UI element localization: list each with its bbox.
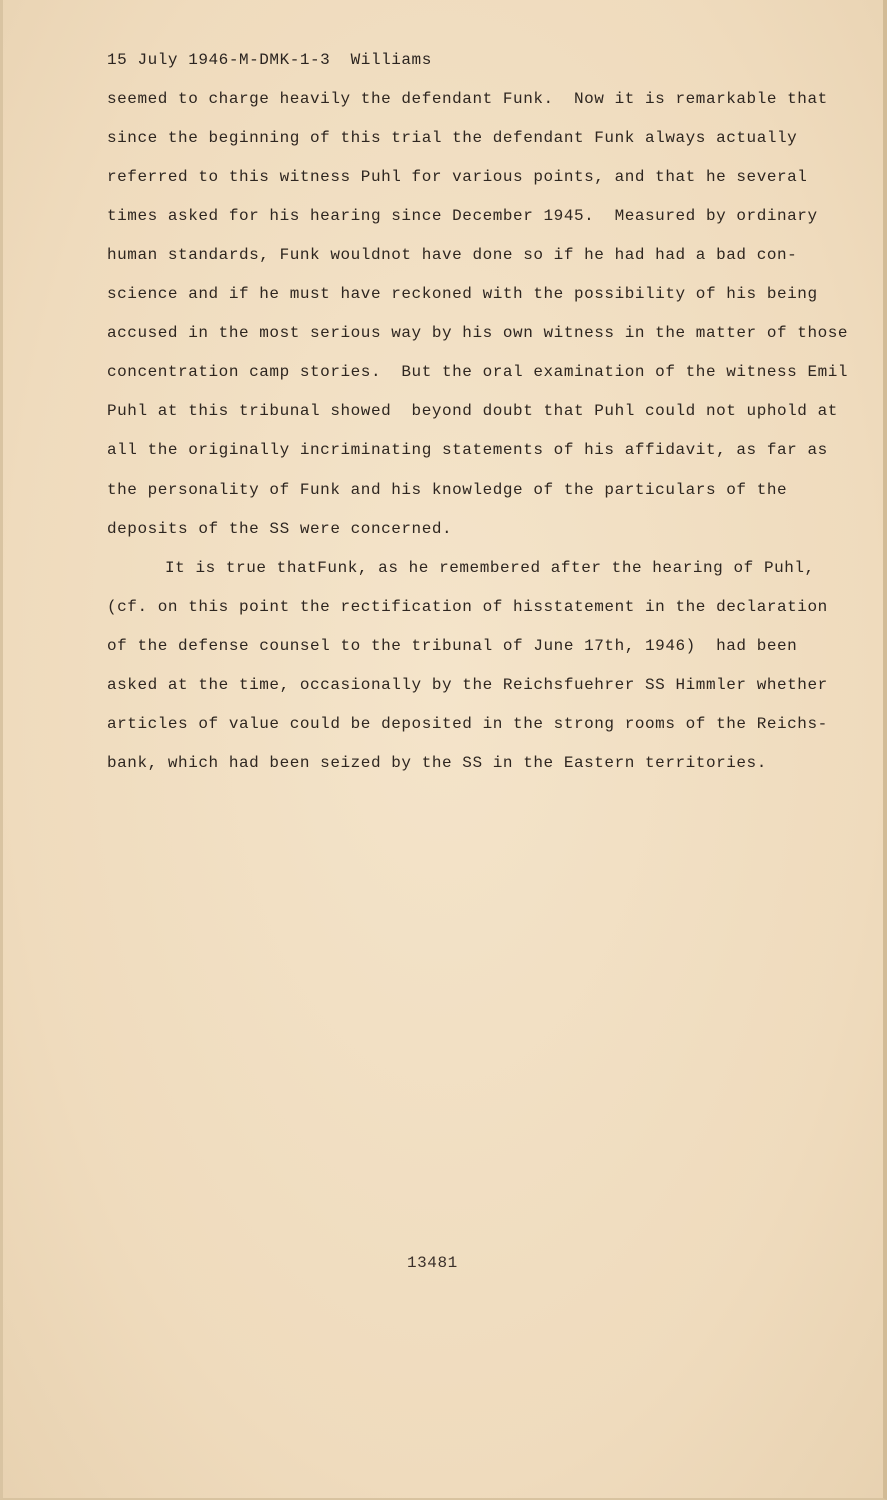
- text-line: deposits of the SS were concerned.: [107, 520, 453, 538]
- text-line: It is true thatFunk, as he remembered after the hearing of Puhl,: [165, 559, 815, 577]
- text-line: bank, which had been seized by the SS in the Eastern territories.: [107, 754, 767, 772]
- text-line: science and if he must have reckoned with the possibility of his being: [107, 285, 818, 303]
- text-line: (cf. on this point the rectification of hisstatement in the declaration: [107, 598, 828, 616]
- text-line: seemed to charge heavily the defendant Funk. Now it is remarkable that: [107, 90, 828, 108]
- text-line: concentration camp stories. But the oral examination of the witness Emil: [107, 363, 849, 381]
- text-line: times asked for his hearing since December 1945. Measured by ordinary: [107, 207, 818, 225]
- text-line: asked at the time, occasionally by the Reichsfuehrer SS Himmler whether: [107, 676, 828, 694]
- text-line: Puhl at this tribunal showed beyond doubt that Puhl could not uphold at: [107, 402, 838, 420]
- text-line: accused in the most serious way by his own witness in the matter of those: [107, 324, 849, 342]
- text-line: human standards, Funk wouldnot have done so if he had had a bad con-: [107, 246, 798, 264]
- page-number: 13481: [407, 1254, 458, 1272]
- document-header: 15 July 1946-M-DMK-1-3 Williams: [107, 51, 432, 69]
- text-line: all the originally incriminating statements of his affidavit, as far as: [107, 441, 828, 459]
- text-line: since the beginning of this trial the defendant Funk always actually: [107, 129, 798, 147]
- text-line: the personality of Funk and his knowledge of the particulars of the: [107, 481, 788, 499]
- text-line: referred to this witness Puhl for various points, and that he several: [107, 168, 808, 186]
- text-line: articles of value could be deposited in the strong rooms of the Reichs-: [107, 715, 828, 733]
- text-line: of the defense counsel to the tribunal of June 17th, 1946) had been: [107, 637, 798, 655]
